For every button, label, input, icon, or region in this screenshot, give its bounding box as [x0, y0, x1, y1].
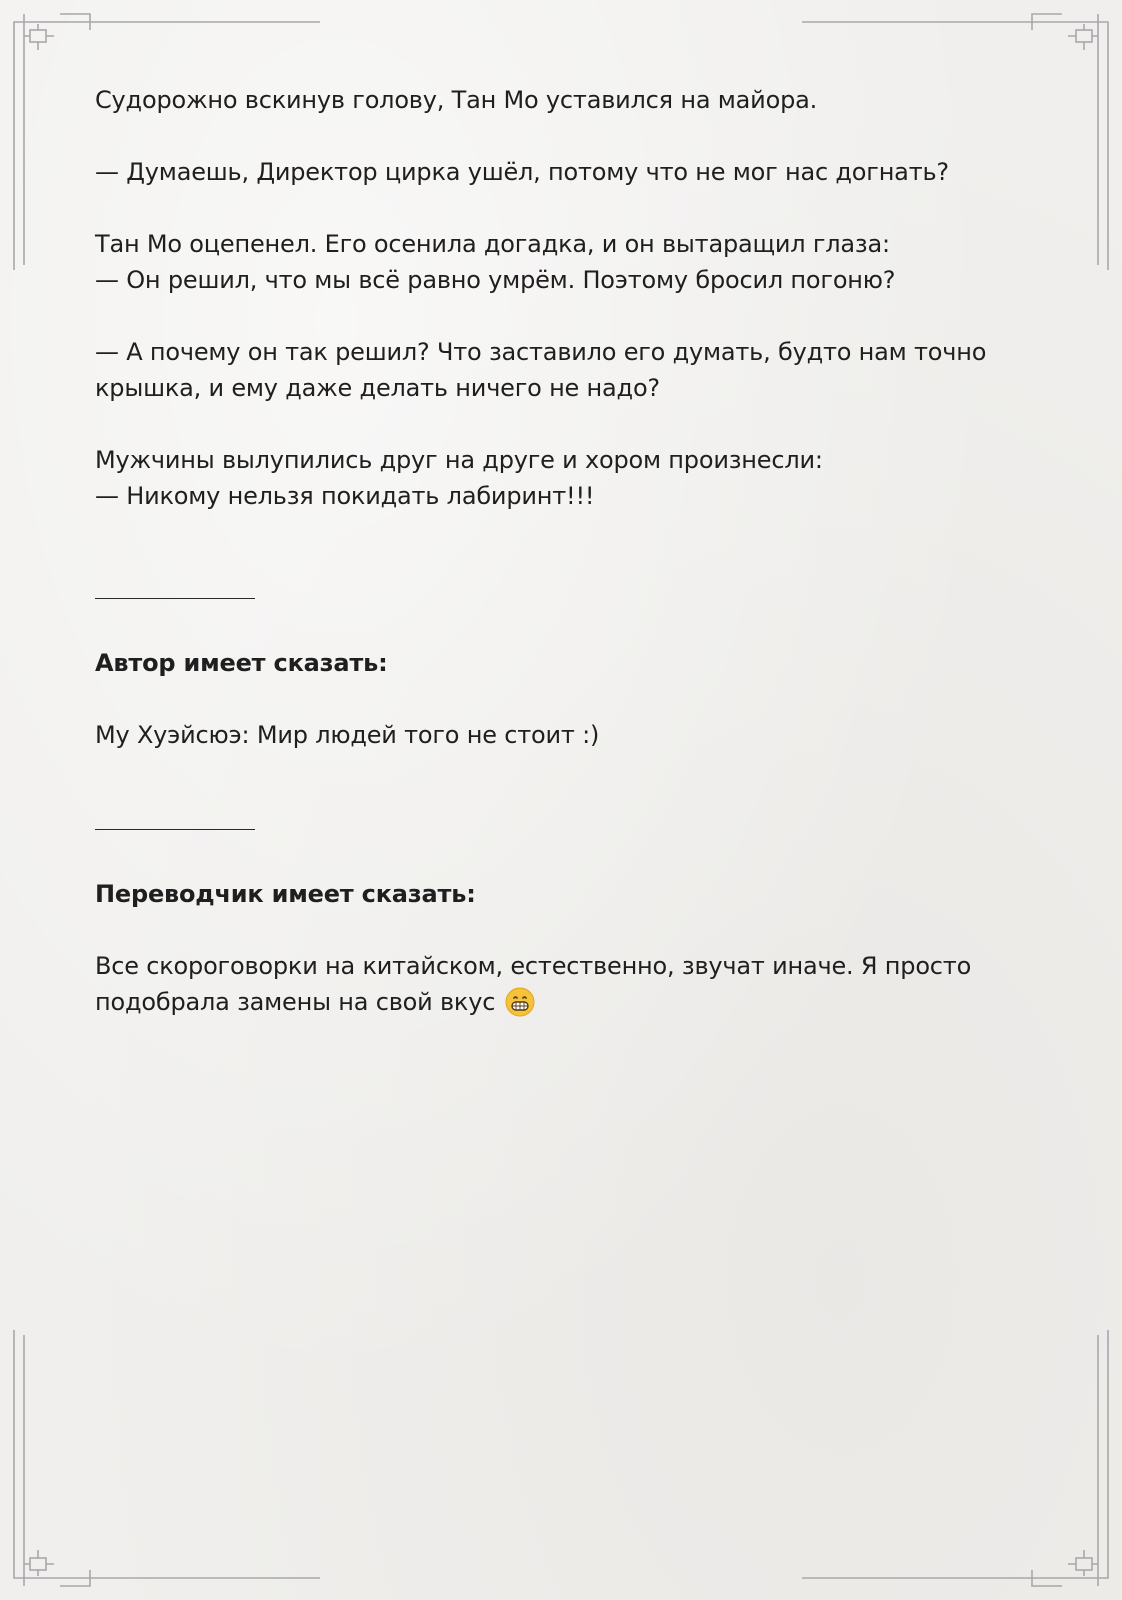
translator-note-heading: Переводчик имеет сказать:	[95, 880, 476, 908]
story-line: Мужчины вылупились друг на друге и хором произнесли:	[95, 446, 823, 474]
translator-note-line-text: подобрала замены на свой вкус	[95, 988, 496, 1016]
section-divider	[95, 829, 255, 830]
story-line: крышка, и ему даже делать ничего не надо?	[95, 374, 660, 402]
grinning-face-icon	[505, 987, 535, 1027]
corner-ornament-bottom-right	[802, 1330, 1108, 1586]
story-paragraph-4	[95, 334, 995, 406]
story-paragraph-3	[95, 226, 995, 298]
document-body	[95, 82, 995, 1063]
story-line: — Никому нельзя покидать лабиринт!!!	[95, 482, 595, 510]
translator-note-text	[95, 948, 995, 1027]
story-paragraph-5	[95, 442, 995, 514]
corner-ornament-bottom-left	[14, 1330, 320, 1586]
story-line: — Думаешь, Директор цирка ушёл, потому что не мог нас догнать?	[95, 158, 949, 186]
story-line: Судорожно вскинув голову, Тан Мо уставился на майора.	[95, 86, 818, 114]
author-note-heading: Автор имеет сказать:	[95, 649, 388, 677]
story-line: Тан Мо оцепенел. Его осенила догадка, и он вытаращил глаза:	[95, 230, 890, 258]
author-note-text: Му Хуэйсюэ: Мир людей того не стоит :)	[95, 721, 600, 749]
translator-note-line: Все скороговорки на китайском, естественно, звучат иначе. Я просто	[95, 952, 972, 980]
section-divider	[95, 598, 255, 599]
story-paragraph-1	[95, 82, 995, 118]
story-paragraph-2	[95, 154, 995, 190]
story-line: — А почему он так решил? Что заставило его думать, будто нам точно	[95, 338, 987, 366]
story-line: — Он решил, что мы всё равно умрём. Поэтому бросил погоню?	[95, 266, 896, 294]
translator-note-line	[95, 984, 995, 1027]
